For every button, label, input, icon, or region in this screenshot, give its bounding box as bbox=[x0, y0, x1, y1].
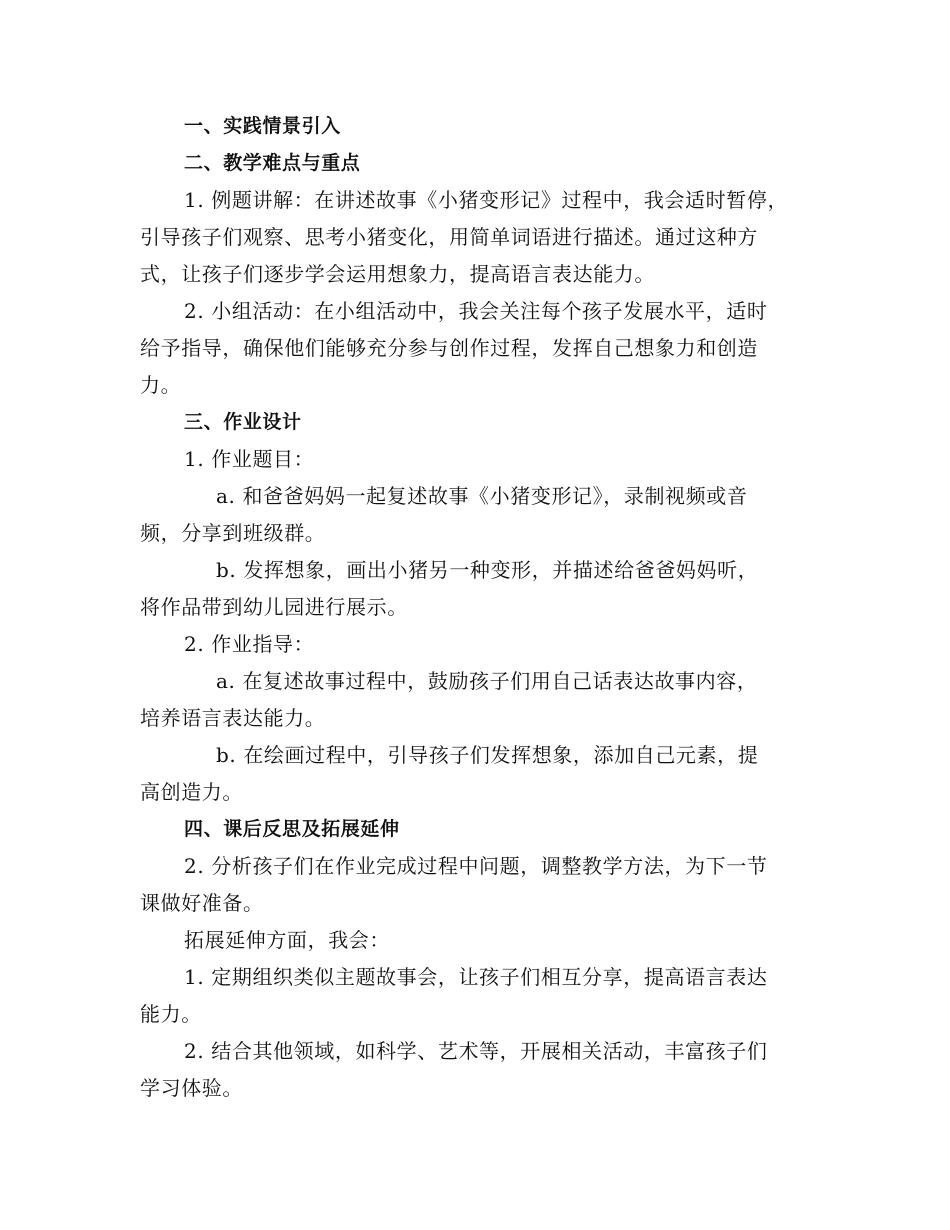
sub-item-line: 高创造力。 bbox=[140, 780, 243, 804]
sub-item-line: b. 发挥想象，画出小猪另一种变形，并描述给爸爸妈妈听， bbox=[216, 558, 759, 582]
paragraph-line: 2. 分析孩子们在作业完成过程中问题，调整教学方法，为下一节 bbox=[184, 854, 768, 878]
paragraph-line: 能力。 bbox=[140, 1002, 202, 1026]
sub-item-line: 频，分享到班级群。 bbox=[140, 521, 326, 545]
sub-item-line: a. 和爸爸妈妈一起复述故事《小猪变形记》，录制视频或音 bbox=[216, 484, 748, 508]
sub-item-line: a. 在复述故事过程中，鼓励孩子们用自己话表达故事内容， bbox=[216, 669, 758, 693]
paragraph-line: 给予指导，确保他们能够充分参与创作过程，发挥自己想象力和创造 bbox=[140, 336, 758, 360]
heading-homework-design: 三、作业设计 bbox=[184, 411, 302, 433]
paragraph-line: 1. 定期组织类似主题故事会，让孩子们相互分享，提高语言表达 bbox=[184, 965, 768, 989]
list-item-title: 1. 作业题目： bbox=[184, 447, 315, 471]
paragraph-line: 2. 结合其他领域，如科学、艺术等，开展相关活动，丰富孩子们 bbox=[184, 1039, 768, 1063]
paragraph-line: 式，让孩子们逐步学会运用想象力，提高语言表达能力。 bbox=[140, 262, 655, 286]
paragraph-line: 2. 小组活动：在小组活动中，我会关注每个孩子发展水平，适时 bbox=[184, 299, 768, 323]
sub-item-line: 培养语言表达能力。 bbox=[140, 706, 326, 730]
document-body bbox=[140, 108, 800, 1107]
sub-item-line: b. 在绘画过程中，引导孩子们发挥想象，添加自己元素，提 bbox=[216, 743, 759, 767]
paragraph-line: 力。 bbox=[140, 373, 182, 397]
heading-difficulties: 二、教学难点与重点 bbox=[184, 152, 361, 174]
heading-practice-intro: 一、实践情景引入 bbox=[184, 115, 341, 137]
paragraph-line: 引导孩子们观察、思考小猪变化，用简单词语进行描述。通过这种方 bbox=[140, 225, 758, 249]
list-item-title: 2. 作业指导： bbox=[184, 632, 315, 656]
paragraph-line: 学习体验。 bbox=[140, 1076, 243, 1100]
sub-item-line: 将作品带到幼儿园进行展示。 bbox=[140, 595, 408, 619]
paragraph-line: 拓展延伸方面，我会： bbox=[184, 928, 390, 952]
heading-reflection: 四、课后反思及拓展延伸 bbox=[184, 818, 400, 840]
paragraph-line: 课做好准备。 bbox=[140, 891, 264, 915]
paragraph-line: 1. 例题讲解：在讲述故事《小猪变形记》过程中，我会适时暂停， bbox=[184, 188, 789, 212]
